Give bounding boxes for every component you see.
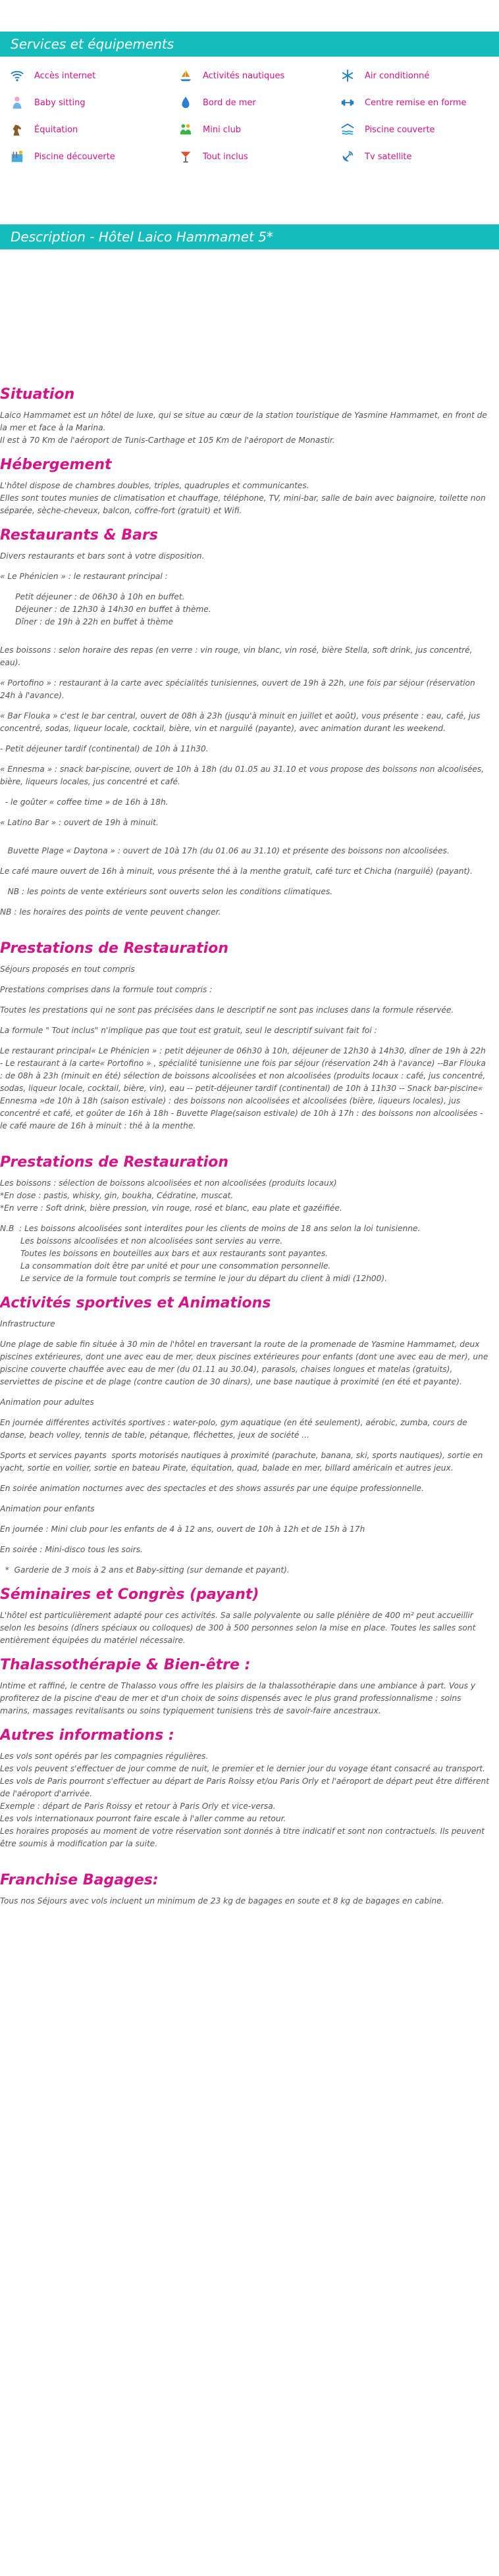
section-paragraph — [0, 563, 490, 570]
section-paragraph: Intime et raffiné, le centre de Thalasso vous offre les plaisirs de la thalassothérapie dans une ambiance à part. Vous y profiterez de la piscine d'eau de mer et d'un choix de soins dispensés avec le plus grand professionnalisme : soins marins, massages revitalisants ou soins typiquement tunisiens très de savoir-faire ancestraux. — [0, 1681, 478, 1715]
service-item-tout-inclus — [178, 148, 248, 165]
section — [0, 1285, 490, 1577]
section-paragraph: La formule " Tout inclus" n'implique pas que tout est gratuit, seul le descriptif suivant fait foi : — [0, 1026, 377, 1035]
section-paragraph: Les boissons : selon horaire des repas (en verre : vin rouge, vin blanc, vin rosé, bière Stella, soft drink, jus concentré, eau). — [0, 645, 475, 667]
section-heading: Thalassothérapie & Bien-être : — [0, 1657, 251, 1673]
wifi-icon — [9, 68, 25, 83]
section-paragraph: Animation pour enfants — [0, 1504, 95, 1513]
section-paragraph: Exemple : départ de Paris Roissy et retour à Paris Orly et vice-versa. — [0, 1802, 276, 1811]
section-paragraph — [0, 1536, 490, 1544]
section-paragraph: En journée différentes activités sportives : water-polo, gym aquatique (en été seulement), aérobic, zumba, cours de danse, beach volley, tennis de table, pétanque, fléchettes, jeux de société ... — [0, 1418, 470, 1440]
service-label: Baby sitting — [34, 97, 86, 108]
section-paragraph: Tous nos Séjours avec vols incluent un minimum de 23 kg de bagages en soute et 8 kg de bagages en cabine. — [0, 1896, 444, 1906]
section-paragraph: NB : les points de vente extérieurs sont ouverts selon les conditions climatiques. — [0, 887, 333, 896]
section — [0, 919, 490, 1132]
section-paragraph: - Petit déjeuner tardif (continental) de 10h à 11h30. — [0, 744, 209, 753]
section-paragraph — [0, 1495, 490, 1503]
section-paragraph — [0, 702, 490, 710]
service-item-internet — [9, 67, 95, 84]
section-paragraph: Divers restaurants et bars sont à votre disposition. — [0, 551, 205, 561]
section-paragraph: En soirée : Mini-disco tous les soirs. — [0, 1545, 143, 1554]
section-paragraph: Les vols de Paris pourront s'effectuer au départ de Paris Roissy et/ou Paris Orly et l'aéroport de départ peut être différent de l'aéroport d'arrivée. — [0, 1777, 492, 1798]
section — [0, 1717, 490, 1850]
service-item-tv — [340, 148, 412, 165]
section-heading: Franchise Bagages: — [0, 1872, 159, 1888]
service-item-baby — [9, 94, 86, 111]
services-title: Services et équipements — [11, 36, 174, 52]
service-label: Accès internet — [34, 70, 96, 81]
service-item-miniclub — [178, 121, 241, 138]
section — [0, 1577, 490, 1647]
section-paragraph: Elles sont toutes munies de climatisation et chauffage, téléphone, TV, mini-bar, salle de bain avec baignoire, toilette non séparée, sèche-cheveux, balcon, coffre-fort (gratuit) et Wifi. — [0, 493, 488, 515]
services-header — [0, 32, 499, 57]
section — [0, 1850, 490, 1907]
section-paragraph: Le café maure ouvert de 16h à minuit, vous présente thé à la menthe gratuit, café turc et Chicha (narguilé) (payant). — [0, 867, 473, 876]
section-paragraph: Buvette Plage « Daytona » : ouvert de 10à 17h (du 01.06 au 31.10) et présente des boissons non alcoolisées. — [0, 846, 450, 855]
section-paragraph — [0, 1442, 490, 1450]
section-paragraph: - le goûter « coffee time » de 16h à 18h. — [0, 797, 169, 807]
indoor-pool-icon — [340, 122, 355, 137]
service-label: Activités nautiques — [203, 70, 285, 81]
section-paragraph: En journée : Mini club pour les enfants de 4 à 12 ans, ouvert de 10h à 12h et de 15h à 17h — [0, 1525, 365, 1534]
section-heading: Séminaires et Congrès (payant) — [0, 1586, 259, 1603]
section-paragraph — [0, 1215, 490, 1223]
section-paragraph: En soirée animation nocturnes avec des spectacles et des shows assurés par une équipe professionnelle. — [0, 1484, 424, 1493]
section-paragraph: Sports et services payants sports motorisés nautiques à proximité (parachute, banana, ski, sports nautiques), sortie en yacht, sortie en voilier, sortie en bateau Pirate, équitation, quad, balade en mer, billard américain et autres jeux. — [0, 1451, 486, 1473]
section-paragraph — [0, 996, 490, 1004]
service-item-mer — [178, 94, 256, 111]
section — [0, 1132, 490, 1285]
section-heading: Situation — [0, 386, 75, 403]
section-paragraph: Animation pour adultes — [0, 1398, 94, 1407]
section-paragraph — [0, 583, 490, 591]
service-item-nautique — [178, 67, 284, 84]
description-header — [0, 224, 499, 249]
section-paragraph — [0, 829, 490, 837]
service-label: Centre remise en forme — [365, 97, 467, 108]
baby-icon — [9, 95, 25, 110]
service-label: Tv satellite — [365, 151, 412, 162]
section-paragraph: « Latino Bar » : ouvert de 19h à minuit. — [0, 818, 159, 827]
service-item-piscine-couverte — [340, 121, 435, 138]
section-paragraph — [0, 809, 490, 817]
service-label: Tout inclus — [203, 151, 248, 162]
section-paragraph: Toutes les prestations qui ne sont pas précisées dans le descriptif ne sont pas incluses dans la formule réservée. — [0, 1005, 454, 1015]
horse-icon — [9, 122, 25, 137]
outdoor-pool-icon — [9, 149, 25, 164]
section-paragraph — [0, 735, 490, 743]
section-paragraph: Les vols sont opérés par les compagnies régulières. — [0, 1752, 209, 1761]
section-paragraph: Dîner : de 19h à 22h en buffet à thème — [0, 617, 173, 626]
section-paragraph — [0, 898, 490, 906]
kids-icon — [178, 122, 194, 137]
service-item-equitation — [9, 121, 78, 138]
section-heading: Autres informations : — [0, 1727, 174, 1744]
section — [0, 1647, 490, 1717]
service-item-forme — [340, 94, 467, 111]
section-paragraph: « Ennesma » : snack bar-piscine, ouvert de 10h à 18h (du 01.05 au 31.10 et vous propose des boissons non alcoolisées, bière, liqueurs locales, jus concentré et café. — [0, 765, 487, 786]
service-label: Mini club — [203, 124, 242, 135]
section-paragraph: Infrastructure — [0, 1319, 55, 1328]
section-paragraph: L'hôtel est particulièrement adapté pour ces activités. Sa salle polyvalente ou salle plénière de 400 m² peut accueillir selon les besoins (dîners spéciaux ou colloques) de 300 à 500 personnes selon la mise en place. Toutes les salles sont entièrement équipées du matériel nécessaire. — [0, 1611, 479, 1645]
section-heading: Prestations de Restauration — [0, 940, 229, 957]
section-paragraph — [0, 1515, 490, 1523]
section-heading: Restaurants & Bars — [0, 527, 158, 543]
section-paragraph: NB : les horaires des points de vente peuvent changer. — [0, 907, 221, 917]
section-paragraph — [0, 628, 490, 636]
section-paragraph: Petit déjeuner : de 06h30 à 10h en buffet. — [0, 592, 185, 601]
section-paragraph — [0, 837, 490, 845]
satellite-icon — [340, 149, 355, 164]
section-paragraph — [0, 976, 490, 984]
section — [0, 386, 490, 447]
section-paragraph — [0, 788, 490, 796]
section-paragraph: « Le Phénicien » : le restaurant principal : — [0, 572, 168, 581]
section-paragraph — [0, 755, 490, 763]
section-paragraph — [0, 669, 490, 677]
section-paragraph — [0, 1388, 490, 1396]
section — [0, 517, 490, 919]
section-paragraph: * Garderie de 3 mois à 2 ans et Baby-sitting (sur demande et payant). — [0, 1565, 290, 1575]
section-heading: Activités sportives et Animations — [0, 1295, 271, 1311]
service-item-air — [340, 67, 429, 84]
snowflake-icon — [340, 68, 355, 83]
sailboat-icon — [178, 68, 194, 83]
section-paragraph — [0, 1556, 490, 1564]
service-item-piscine-decouverte — [9, 148, 115, 165]
section-paragraph: « Bar Flouka » c'est le bar central, ouvert de 08h à 23h (jusqu'à minuit en juillet et août), vous présente : eau, café, jus concentré, sodas, liqueur locale, cocktail, bière, vin et narguilé (payante), avec animation durant les weekend. — [0, 711, 483, 733]
description-content — [0, 386, 490, 1907]
section-paragraph: Une plage de sable fin située à 30 min de l'hôtel en traversant la route de la promenade de Yasmine Hammamet, deux piscines extérieures, dont une avec eau de mer, deux piscines extérieures pour enfants (dont une avec eau de mer), une piscine couverte chauffée avec eau de mer (du 01.11 au 30.04), parasols, chaises longues et matelas (gratuits), serviettes de piscine et de plage (contre caution de 30 dinars), une base nautique à proximité (en été et payante). — [0, 1340, 491, 1386]
description-title: Description - Hôtel Laico Hammamet 5* — [11, 229, 273, 245]
dumbbell-icon — [340, 95, 355, 110]
section-paragraph: L'hôtel dispose de chambres doubles, triples, quadruples et communicantes. — [0, 481, 309, 490]
waves-icon — [178, 95, 194, 110]
section-paragraph: « Portofino » : restaurant à la carte avec spécialités tunisiennes, ouvert de 19h à 22h, une fois par séjour (réservation 24h à l'avance). — [0, 678, 478, 700]
section-paragraph — [0, 1037, 490, 1045]
section-heading: Hébergement — [0, 457, 112, 473]
section-paragraph — [0, 1017, 490, 1024]
section-paragraph — [0, 857, 490, 865]
section-paragraph: Les boissons alcoolisées et non alcoolisées sont servies au verre. — [0, 1236, 283, 1246]
service-label: Piscine découverte — [34, 151, 115, 162]
section — [0, 447, 490, 517]
section-paragraph: N.B : Les boissons alcoolisées sont interdites pour les clients de moins de 18 ans selon la loi tunisienne. — [0, 1224, 421, 1233]
section-paragraph — [0, 878, 490, 886]
section-paragraph: Les boissons : sélection de boissons alcoolisées et non alcoolisées (produits locaux) — [0, 1178, 337, 1188]
cocktail-icon — [178, 149, 194, 164]
section-paragraph: Le service de la formule tout compris se termine le jour du départ du client à midi (12h00). — [0, 1274, 388, 1283]
section-paragraph: Les vols peuvent s'effectuer de jour comme de nuit, le premier et le dernier jour du voyage étant consacré au transport. — [0, 1764, 485, 1773]
service-label: Air conditionné — [365, 70, 430, 81]
section-paragraph: Le restaurant principal« Le Phénicien » : petit déjeuner de 06h30 à 10h, déjeuner de 12h30 à 14h30, dîner de 19h à 22h - Le restaurant à la carte« Portofino » , spécialité tunisienne une fois par séjour (réservation 24h à l'avance) --Bar Flouka : de 08h à 23h (minuit en été) sélection de boissons alcoolisées et non alcoolisées (produits locaux : café, jus concentré, sodas, liqueur locale, cocktail, bière, vin), eau -- petit-déjeuner tardif (continental) de 10h à 11h30 -- Snack bar-piscine« Ennesma »de 10h à 18h (saison estivale) : des boissons non alcoolisées et alcoolisées (bière, liqueurs locales), jus concentré et café, et goûter de 16h à 18h - Buvette Plage(saison estivale) de 10h à 17h : des boissons non alcoolisées - le café maure de 16h à minuit : thé à la menthe. — [0, 1046, 488, 1130]
section-paragraph: La consommation doit être par unité et pour une consommation personnelle. — [0, 1261, 331, 1271]
section-paragraph: Il est à 70 Km de l'aéroport de Tunis-Carthage et 105 Km de l'aéroport de Monastir. — [0, 436, 335, 445]
section-heading: Prestations de Restauration — [0, 1154, 229, 1171]
section-paragraph — [0, 1330, 490, 1338]
section-paragraph: Prestations comprises dans la formule tout compris : — [0, 985, 213, 994]
section-paragraph: Séjours proposés en tout compris — [0, 965, 135, 974]
section-paragraph: Toutes les boissons en bouteilles aux bars et aux restaurants sont payantes. — [0, 1249, 328, 1258]
section-paragraph: Les vols internationaux pourront faire escale à l'aller comme au retour. — [0, 1814, 286, 1823]
section-paragraph — [0, 1475, 490, 1482]
section-paragraph: *En dose : pastis, whisky, gin, boukha, Cédratine, muscat. — [0, 1191, 234, 1200]
section-paragraph: Laico Hammamet est un hôtel de luxe, qui se situe au cœur de la station touristique de Yasmine Hammamet, en front de la mer et face à la Marina. — [0, 411, 490, 432]
section-paragraph — [0, 636, 490, 644]
section-paragraph: Déjeuner : de 12h30 à 14h30 en buffet à thème. — [0, 605, 211, 614]
section-paragraph: *En verre : Soft drink, bière pression, vin rouge, rosé et blanc, eau plate et gazéifiée. — [0, 1203, 342, 1213]
service-label: Bord de mer — [203, 97, 256, 108]
service-label: Équitation — [34, 124, 78, 135]
section-paragraph — [0, 1409, 490, 1417]
service-label: Piscine couverte — [365, 124, 435, 135]
section-paragraph: Les horaires proposés au moment de votre réservation sont donnés à titre indicatif et sont non contractuels. Ils peuvent être soumis à modification par la suite. — [0, 1827, 487, 1848]
